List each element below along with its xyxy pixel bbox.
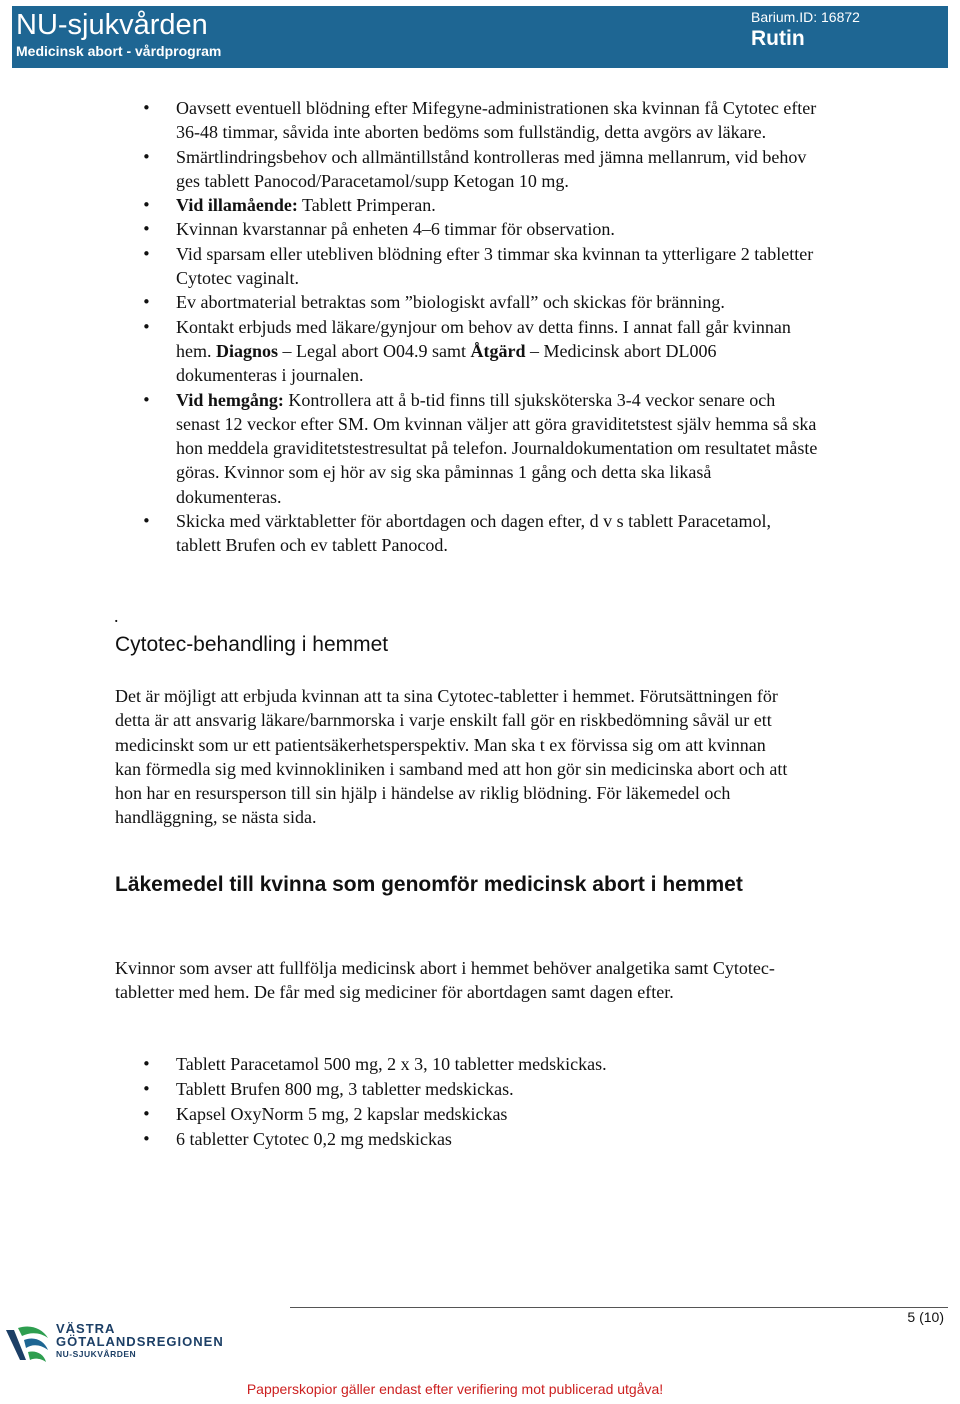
section-heading-cytotec-home: Cytotec-behandling i hemmet — [115, 633, 389, 656]
region-logo-text: VÄSTRA GÖTALANDSREGIONEN NU-SJUKVÅRDEN — [56, 1321, 224, 1359]
document-type: Rutin — [751, 27, 805, 50]
list-item: • Smärtlindringsbehov och allmäntillstånd kontrolleras med jämna mellanrum, vid behov ges tablett Panocod/Paracetamol/supp Ketogan 10 mg. — [138, 145, 818, 194]
list-item: • Vid hemgång: Kontrollera att å b-tid finns till sjuksköterska 3-4 veckor senare och senast 12 veckor efter SM. Om kvinnan väljer att göra graviditetstest själv hemma så ska hon meddela graviditetstestresultat på telefon. Journaldokumentation om resultatet måste göras. Kvinnor som ej hör av sig ska påminnas 1 gång och detta ska likaså dokumenteras. — [138, 388, 818, 509]
footer-divider — [290, 1307, 948, 1308]
region-logo — [2, 1318, 232, 1374]
list-item: • 6 tabletter Cytotec 0,2 mg medskickas — [138, 1127, 818, 1152]
list-item: • Tablett Paracetamol 500 mg, 2 x 3, 10 tabletter medskickas. — [138, 1052, 818, 1077]
section-body-medication: Kvinnor som avser att fullfölja medicinsk abort i hemmet behöver analgetika samt Cytotec-tabletter med hem. De får med sig mediciner för abortdagen samt dagen efter. — [115, 958, 775, 1003]
list-item: • Vid illamående: Tablett Primperan. — [138, 193, 818, 217]
stray-period: . — [114, 606, 119, 626]
list-item: • Oavsett eventuell blödning efter Mifegyne-administrationen ska kvinnan få Cytotec efter 36-48 timmar, såvida inte aborten bedöms som fullständig, detta avgörs av läkare. — [138, 96, 818, 145]
region-logo-icon — [2, 1320, 52, 1370]
list-item: • Ev abortmaterial betraktas som ”biologiskt avfall” och skickas för bränning. — [138, 290, 818, 314]
page-number: 5 (10) — [907, 1309, 944, 1325]
section-heading-medication: Läkemedel till kvinna som genomför medicinsk abort i hemmet — [115, 873, 743, 896]
list-item: • Kontakt erbjuds med läkare/gynjour om behov av detta finns. I annat fall går kvinnan hem. Diagnos – Legal abort O04.9 samt Åtgärd – Medicinsk abort DL006 dokumenteras i journalen. — [138, 315, 818, 388]
section-body-cytotec-home: Det är möjligt att erbjuda kvinnan att ta sina Cytotec-tabletter i hemmet. Förutsättningen för detta är att ansvarig läkare/barnmorska i varje enskilt fall gör en riskbedömning såväl ur ett medicinskt som ur ett patientsäkerhetsperspektiv. Man ska t ex förvissa sig om att kvinnan kan förmedla sig med kvinnokliniken i samband med att hon gör sin medicinska abort och att hon har en resursperson till sin hjälp i händelse av riklig blödning. För läkemedel och handläggning, se nästa sida. — [115, 686, 788, 828]
list-item: • Kvinnan kvarstannar på enheten 4–6 timmar för observation. — [138, 217, 818, 241]
document-id: Barium.ID: 16872 — [751, 9, 860, 25]
procedure-bullet-list — [138, 96, 818, 558]
document-header — [12, 6, 948, 68]
list-item: • Kapsel OxyNorm 5 mg, 2 kapslar medskickas — [138, 1102, 818, 1127]
list-item: • Vid sparsam eller utebliven blödning efter 3 timmar ska kvinnan ta ytterligare 2 tabletter Cytotec vaginalt. — [138, 242, 818, 291]
copy-disclaimer: Papperskopior gäller endast efter verifiering mot publicerad utgåva! — [246, 1381, 664, 1397]
list-item: • Tablett Brufen 800 mg, 3 tabletter medskickas. — [138, 1077, 818, 1102]
header-title: NU-sjukvården — [16, 9, 208, 41]
list-item: • Skicka med värktabletter för abortdagen och dagen efter, d v s tablett Paracetamol, tablett Brufen och ev tablett Panocod. — [138, 509, 818, 558]
header-subtitle: Medicinsk abort - vårdprogram — [16, 43, 222, 59]
medication-list — [138, 1052, 818, 1152]
